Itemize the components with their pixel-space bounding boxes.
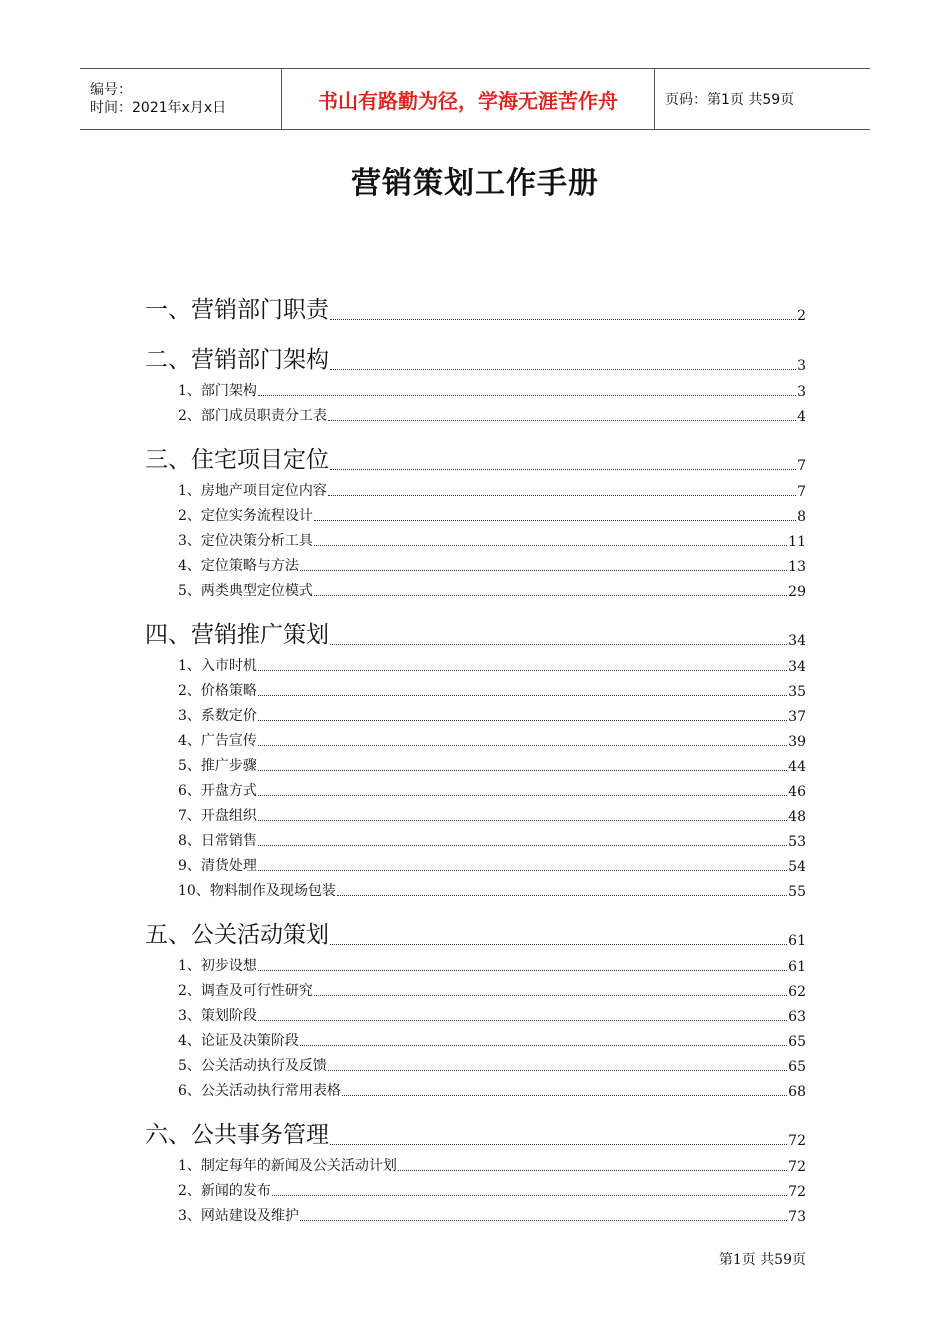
toc-section[interactable] <box>178 980 806 1000</box>
toc-entry-title: 2、调查及可行性研究 <box>178 983 313 999</box>
toc-leader-dots <box>300 1045 787 1046</box>
serial-label: 编号： <box>90 82 132 98</box>
toc-leader-dots <box>314 595 787 596</box>
toc-section[interactable] <box>178 1080 806 1100</box>
toc-leader-dots <box>258 695 787 696</box>
toc-chapter[interactable] <box>145 340 806 374</box>
toc-leader-dots <box>342 1095 787 1096</box>
toc-page-number: 37 <box>788 709 806 725</box>
toc-entry-title: 2、新闻的发布 <box>178 1183 271 1199</box>
toc-entry-title: 一、营销部门职责 <box>145 297 329 323</box>
toc-leader-dots <box>330 1144 787 1145</box>
toc-page-number: 72 <box>788 1159 806 1175</box>
toc-page-number: 34 <box>788 633 806 649</box>
toc-leader-dots <box>330 644 787 645</box>
toc-leader-dots <box>314 545 787 546</box>
toc-section[interactable] <box>178 680 806 700</box>
toc-entry-title: 五、公关活动策划 <box>145 922 329 948</box>
toc-leader-dots <box>258 870 787 871</box>
toc-leader-dots <box>272 1195 787 1196</box>
toc-entry-title: 2、价格策略 <box>178 683 257 699</box>
toc-page-number: 3 <box>797 358 806 374</box>
toc-entry-title: 六、公共事务管理 <box>145 1122 329 1148</box>
toc-section[interactable] <box>178 530 806 550</box>
toc-entry-title: 1、初步设想 <box>178 958 257 974</box>
toc-page-number: 72 <box>788 1133 806 1149</box>
time-label: 时间：2021年x月x日 <box>90 100 227 116</box>
toc-page-number: 63 <box>788 1009 806 1025</box>
toc-page-number: 7 <box>797 458 806 474</box>
toc-page-number: 65 <box>788 1059 806 1075</box>
toc-entry-title: 2、部门成员职责分工表 <box>178 408 327 424</box>
toc-page-number: 39 <box>788 734 806 750</box>
toc-section[interactable] <box>178 1155 806 1175</box>
toc-section[interactable] <box>178 705 806 725</box>
toc-section[interactable] <box>178 830 806 850</box>
header-motto: 书山有路勤为径，学海无涯苦作舟 <box>282 69 655 129</box>
toc-page-number: 48 <box>788 809 806 825</box>
toc-section[interactable] <box>178 1055 806 1075</box>
toc-section[interactable] <box>178 1030 806 1050</box>
toc-page-number: 7 <box>797 484 806 500</box>
toc-section[interactable] <box>178 655 806 675</box>
toc-entry-title: 5、公关活动执行及反馈 <box>178 1058 327 1074</box>
toc-page-number: 3 <box>797 384 806 400</box>
toc-page-number: 34 <box>788 659 806 675</box>
toc-leader-dots <box>258 720 787 721</box>
toc-entry-title: 1、入市时机 <box>178 658 257 674</box>
toc-leader-dots <box>330 469 796 470</box>
toc-page-number: 13 <box>788 559 806 575</box>
toc-entry-title: 3、网站建设及维护 <box>178 1208 299 1224</box>
toc-chapter[interactable] <box>145 1115 806 1149</box>
toc-page-number: 72 <box>788 1184 806 1200</box>
toc-entry-title: 2、定位实务流程设计 <box>178 508 313 524</box>
toc-page-number: 55 <box>788 884 806 900</box>
toc-entry-title: 1、房地产项目定位内容 <box>178 483 327 499</box>
toc-entry-title: 二、营销部门架构 <box>145 347 329 373</box>
toc-page-number: 68 <box>788 1084 806 1100</box>
toc-leader-dots <box>330 319 796 320</box>
toc-section[interactable] <box>178 880 806 900</box>
toc-section[interactable] <box>178 555 806 575</box>
toc-section[interactable] <box>178 405 806 425</box>
toc-section[interactable] <box>178 1005 806 1025</box>
toc-page-number: 62 <box>788 984 806 1000</box>
toc-page-number: 2 <box>797 308 806 324</box>
toc-section[interactable] <box>178 780 806 800</box>
toc-leader-dots <box>258 770 787 771</box>
toc-page-number: 29 <box>788 584 806 600</box>
toc-leader-dots <box>330 369 796 370</box>
toc-section[interactable] <box>178 855 806 875</box>
toc-entry-title: 1、部门架构 <box>178 383 257 399</box>
toc-chapter[interactable] <box>145 440 806 474</box>
toc-section[interactable] <box>178 955 806 975</box>
toc-section[interactable] <box>178 805 806 825</box>
toc-page-number: 11 <box>788 534 806 550</box>
toc-entry-title: 4、论证及决策阶段 <box>178 1033 299 1049</box>
toc-leader-dots <box>398 1170 787 1171</box>
page-footer: 第1页 共59页 <box>718 1252 806 1268</box>
toc-section[interactable] <box>178 480 806 500</box>
toc-page-number: 53 <box>788 834 806 850</box>
toc-leader-dots <box>258 820 787 821</box>
toc-leader-dots <box>258 1020 787 1021</box>
toc-leader-dots <box>258 745 787 746</box>
document-title: 营销策划工作手册 <box>351 166 599 201</box>
toc-section[interactable] <box>178 380 806 400</box>
toc-entry-title: 4、定位策略与方法 <box>178 558 299 574</box>
toc-entry-title: 3、定位决策分析工具 <box>178 533 313 549</box>
toc-entry-title: 4、广告宣传 <box>178 733 257 749</box>
toc-page-number: 54 <box>788 859 806 875</box>
toc-section[interactable] <box>178 730 806 750</box>
toc-page-number: 8 <box>797 509 806 525</box>
toc-leader-dots <box>258 395 796 396</box>
toc-leader-dots <box>330 944 787 945</box>
toc-entry-title: 三、住宅项目定位 <box>145 447 329 473</box>
toc-chapter[interactable] <box>145 290 806 324</box>
toc-entry-title: 四、营销推广策划 <box>145 622 329 648</box>
toc-entry-title: 7、开盘组织 <box>178 808 257 824</box>
toc-page-number: 65 <box>788 1034 806 1050</box>
toc-entry-title: 5、推广步骤 <box>178 758 257 774</box>
toc-entry-title: 10、物料制作及现场包装 <box>178 883 336 899</box>
toc-leader-dots <box>337 895 787 896</box>
toc-section[interactable] <box>178 1180 806 1200</box>
toc-section[interactable] <box>178 505 806 525</box>
toc-page-number: 46 <box>788 784 806 800</box>
toc-page-number: 44 <box>788 759 806 775</box>
toc-leader-dots <box>258 795 787 796</box>
toc-section[interactable] <box>178 755 806 775</box>
toc-leader-dots <box>258 670 787 671</box>
header-page-info: 页码：第1页 共59页 <box>665 92 795 108</box>
toc-page-number: 61 <box>788 959 806 975</box>
toc-entry-title: 6、公关活动执行常用表格 <box>178 1083 341 1099</box>
toc-leader-dots <box>328 420 796 421</box>
toc-page-number: 61 <box>788 933 806 949</box>
toc-leader-dots <box>314 995 787 996</box>
toc-leader-dots <box>328 495 796 496</box>
toc-entry-title: 3、系数定价 <box>178 708 257 724</box>
toc-section[interactable] <box>178 1205 806 1225</box>
toc-leader-dots <box>258 970 787 971</box>
toc-page-number: 73 <box>788 1209 806 1225</box>
toc-section[interactable] <box>178 580 806 600</box>
toc-entry-title: 5、两类典型定位模式 <box>178 583 313 599</box>
toc-leader-dots <box>258 845 787 846</box>
toc-leader-dots <box>300 1220 787 1221</box>
toc-page-number: 4 <box>797 409 806 425</box>
toc-entry-title: 6、开盘方式 <box>178 783 257 799</box>
toc-page-number: 35 <box>788 684 806 700</box>
toc-entry-title: 3、策划阶段 <box>178 1008 257 1024</box>
toc-chapter[interactable] <box>145 615 806 649</box>
toc-chapter[interactable] <box>145 915 806 949</box>
toc-entry-title: 1、制定每年的新闻及公关活动计划 <box>178 1158 397 1174</box>
toc-entry-title: 9、清货处理 <box>178 858 257 874</box>
toc-leader-dots <box>300 570 787 571</box>
toc-leader-dots <box>314 520 796 521</box>
toc-entry-title: 8、日常销售 <box>178 833 257 849</box>
toc-leader-dots <box>328 1070 787 1071</box>
